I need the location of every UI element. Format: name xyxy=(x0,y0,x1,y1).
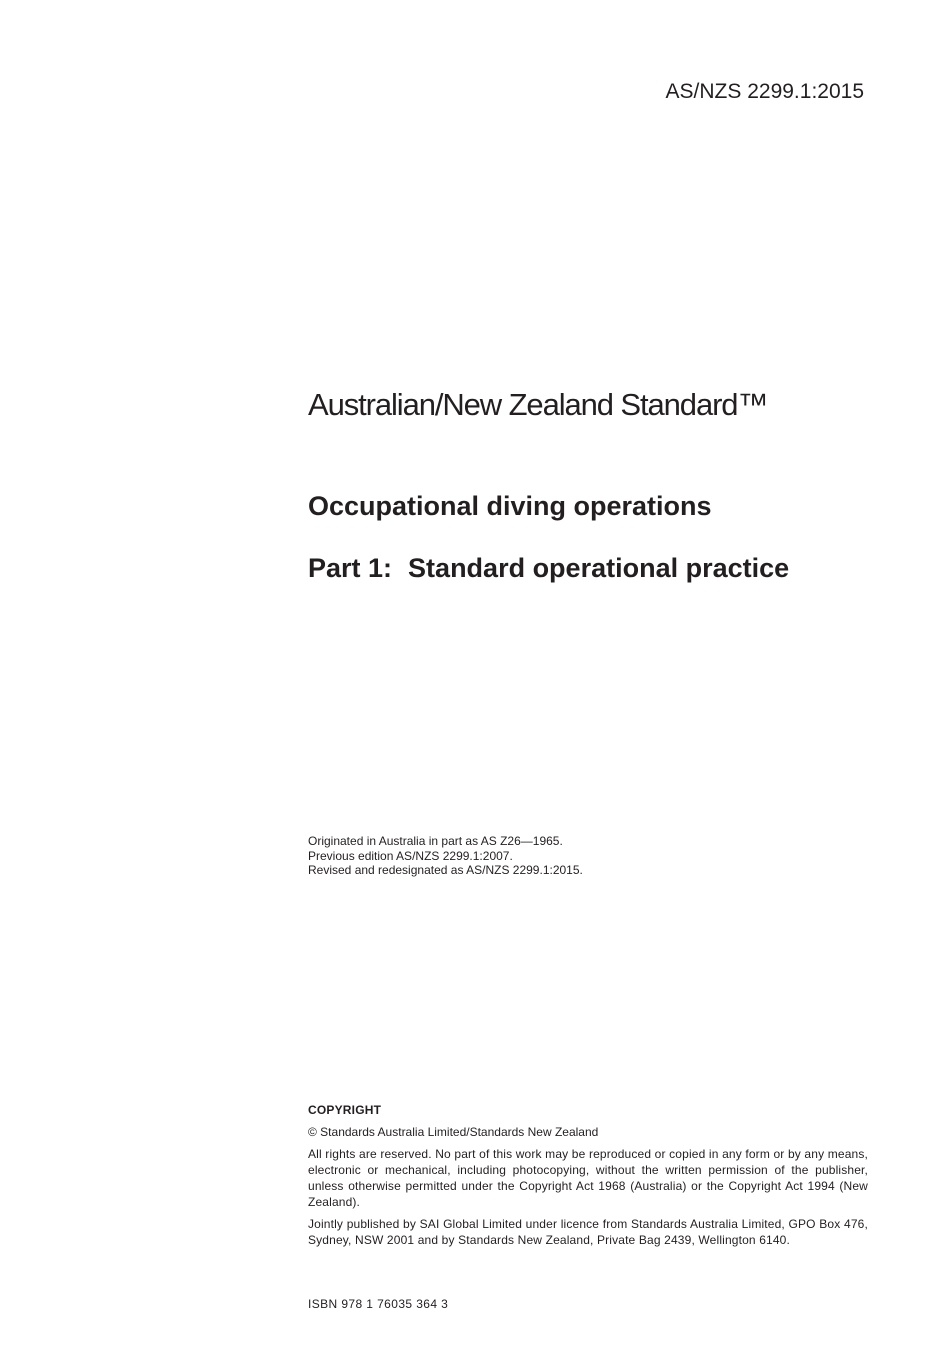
copyright-rights-text: All rights are reserved. No part of this work may be reproduced or copied in any form or by any means, electronic or mechanical, including photocopying, without the written permission of the publisher, unless otherwise permitted under the Copyright Act 1968 (Australia) or the Copyright Act 1994 (New Zealand). xyxy=(308,1147,868,1209)
history-line-revised: Revised and redesignated as AS/NZS 2299.1:2015. xyxy=(308,863,583,877)
isbn: ISBN 978 1 76035 364 3 xyxy=(308,1297,449,1311)
copyright-heading: COPYRIGHT xyxy=(308,1103,382,1117)
document-number: AS/NZS 2299.1:2015 xyxy=(665,80,864,103)
history-line-previous: Previous edition AS/NZS 2299.1:2007. xyxy=(308,848,513,863)
standard-type-heading: Australian/New Zealand Standard™ xyxy=(308,387,768,422)
document-title: Occupational diving operations xyxy=(308,491,712,521)
part-label: Part 1: xyxy=(308,553,393,583)
copyright-owner: © Standards Australia Limited/Standards New Zealand xyxy=(308,1125,599,1139)
publication-history xyxy=(308,834,583,878)
copyright-block xyxy=(308,1102,868,1254)
part-title: Standard operational practice xyxy=(408,553,790,583)
copyright-publisher-text: Jointly published by SAI Global Limited under licence from Standards Australia Limited, GPO Box 476, Sydney, NSW 2001 and by Standards New Zealand, Private Bag 2439, Wellington 6140. xyxy=(308,1217,868,1247)
history-line-origin: Originated in Australia in part as AS Z26—1965. xyxy=(308,834,563,848)
part-heading xyxy=(308,551,789,585)
